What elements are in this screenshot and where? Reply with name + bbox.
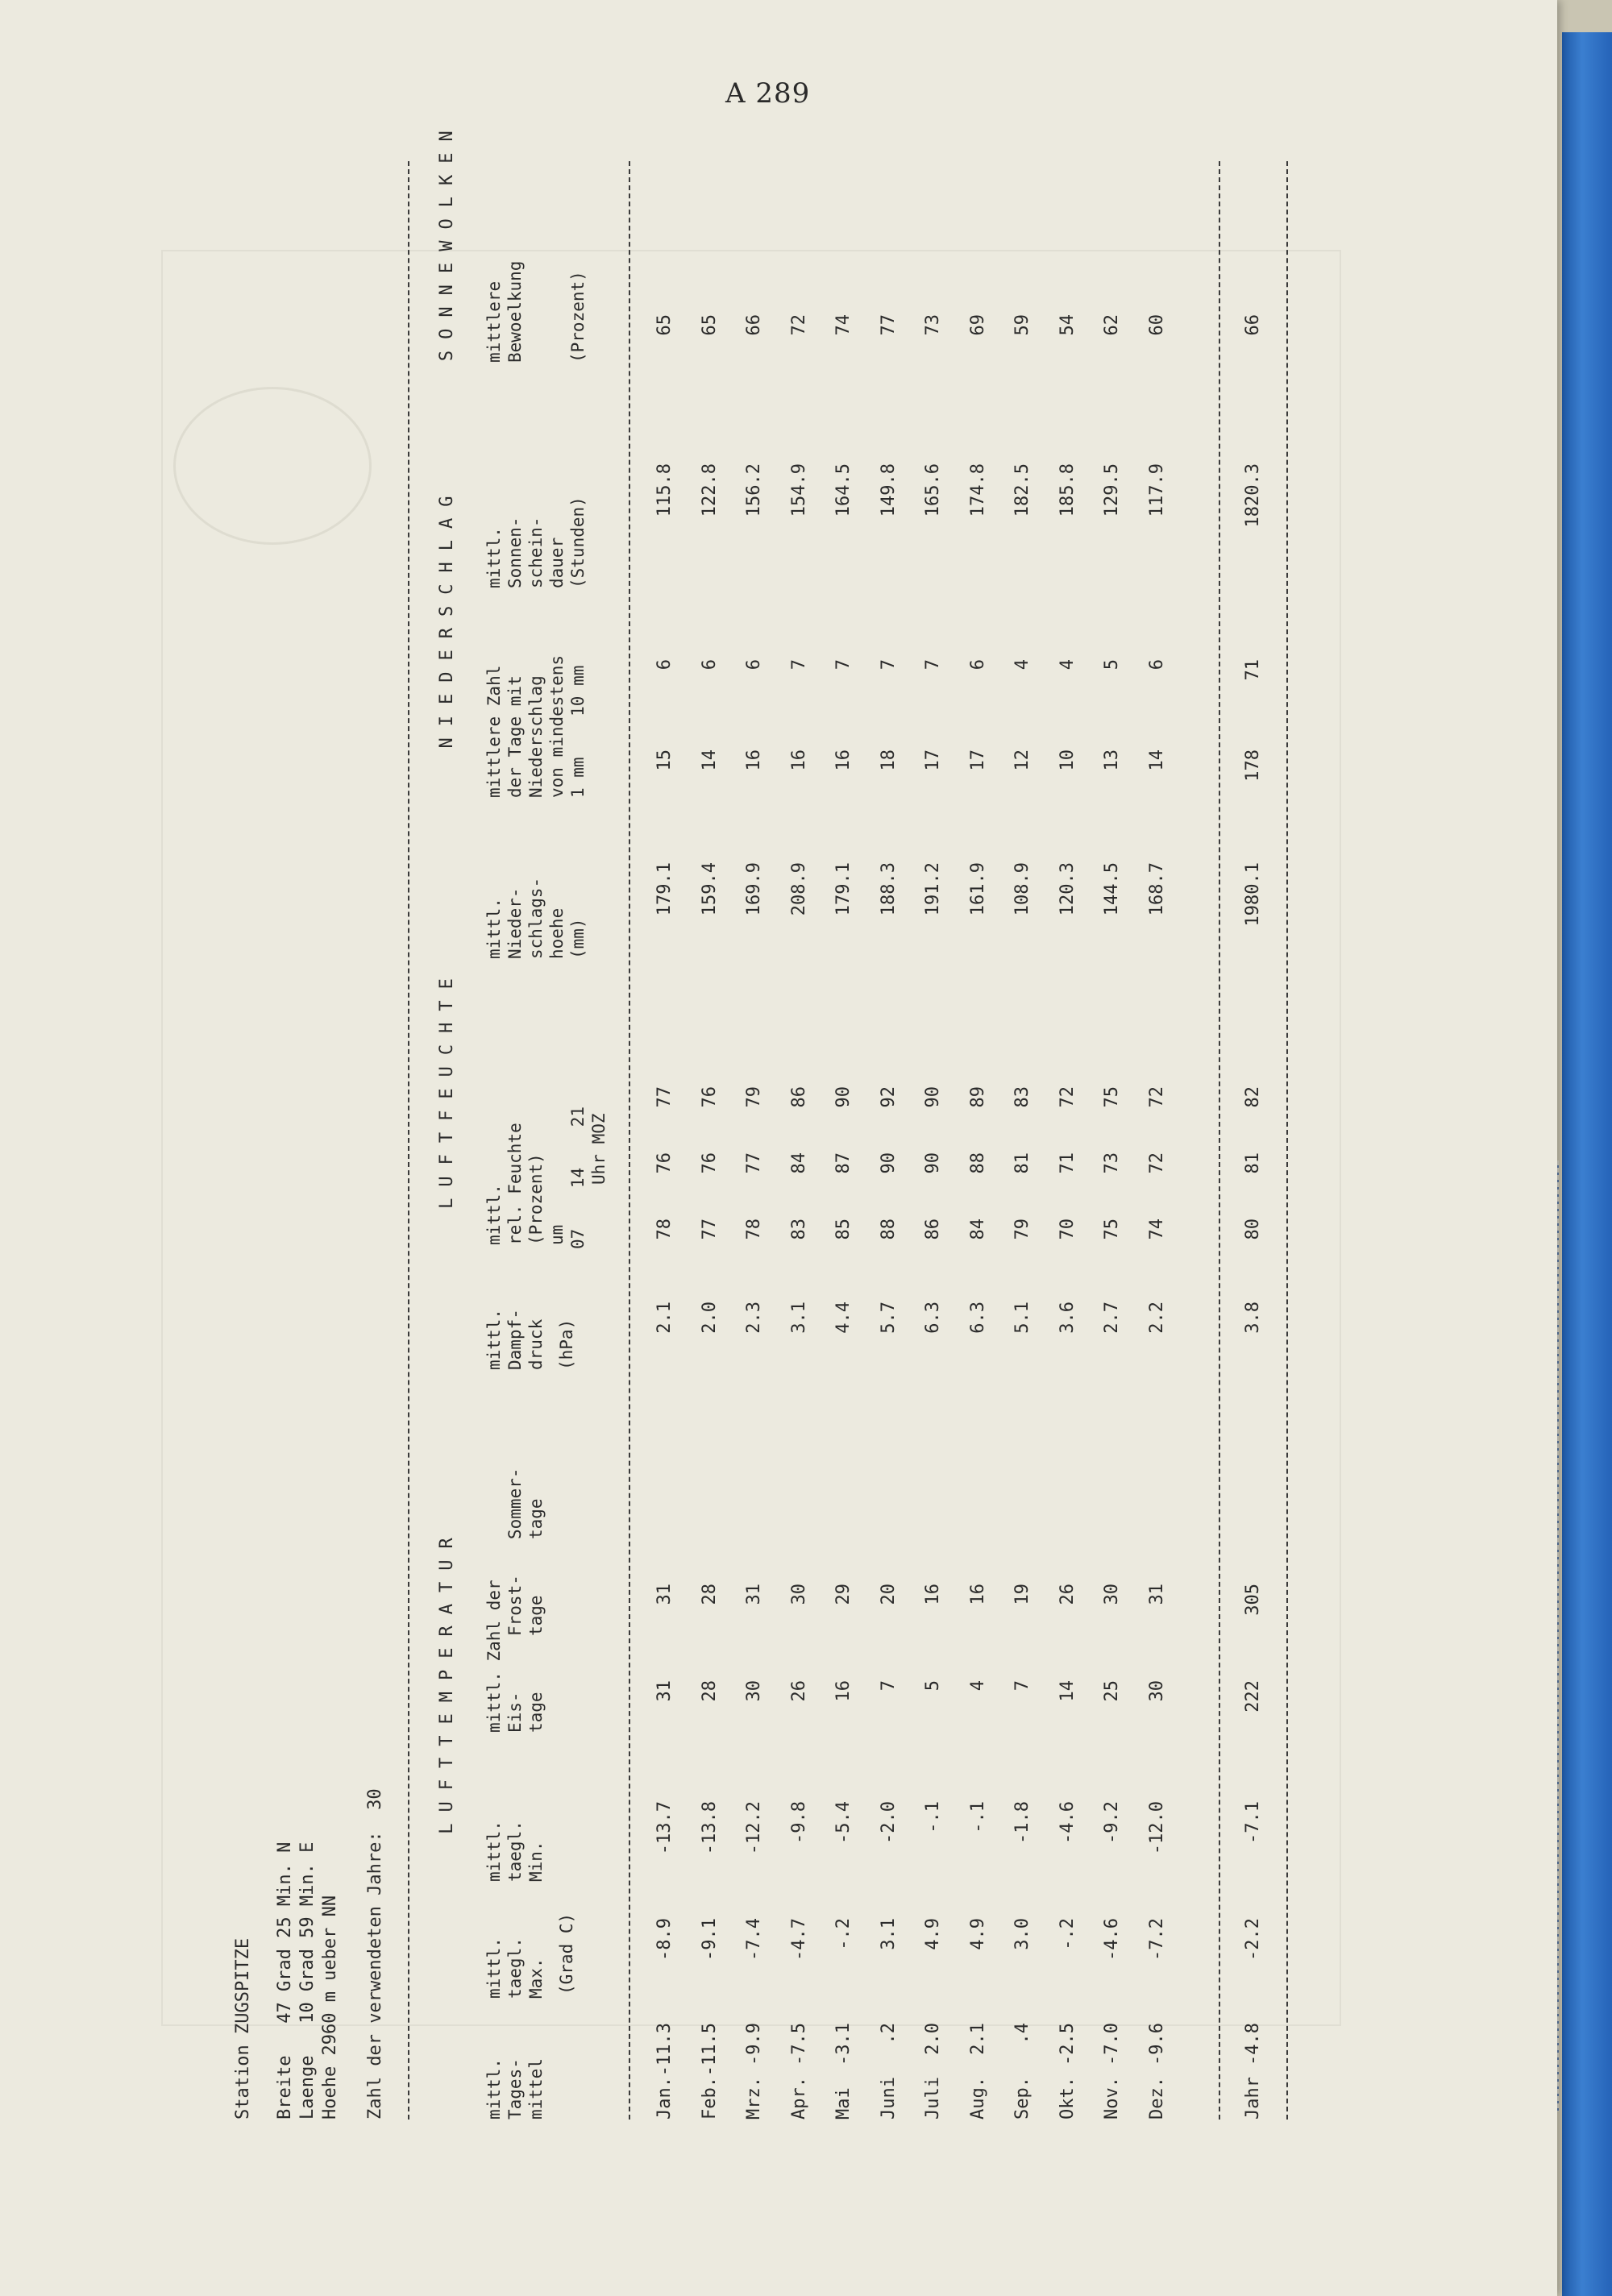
- cell-w: 60: [1146, 314, 1167, 336]
- cell-f07: 86: [923, 1219, 943, 1240]
- cell-mx: -2.2: [1243, 1918, 1263, 1961]
- cell-w: 77: [878, 314, 899, 336]
- cell-mx: 3.1: [878, 1918, 899, 1950]
- cell-tm: .2: [878, 2023, 899, 2045]
- cell-mn: -7.1: [1243, 1801, 1263, 1844]
- cell-n10: 7: [878, 659, 899, 671]
- cell-nh: 179.1: [833, 862, 854, 916]
- cell-mx: -.2: [1057, 1918, 1078, 1950]
- cell-so: 165.6: [923, 463, 943, 517]
- cell-n1: 16: [744, 749, 764, 771]
- cell-f07: 85: [833, 1219, 854, 1240]
- cell-mn: -1.8: [1012, 1801, 1032, 1844]
- cell-eis: 14: [1057, 1680, 1078, 1702]
- cell-f21: 89: [967, 1086, 988, 1108]
- cell-mn: -9.8: [788, 1801, 809, 1844]
- cell-dd: 2.2: [1146, 1302, 1167, 1334]
- header-sonnenschein: mittl. Sonnen- schein- dauer (Stunden): [484, 496, 588, 588]
- cell-so: 164.5: [833, 463, 854, 517]
- cell-so: 154.9: [788, 463, 809, 517]
- cell-n1: 13: [1102, 749, 1122, 771]
- cell-f14: 71: [1057, 1152, 1078, 1174]
- month-label: Jan.: [654, 2077, 675, 2120]
- cell-f14: 72: [1146, 1152, 1167, 1174]
- station-breite: Breite 47 Grad 25 Min. N: [275, 1841, 295, 2120]
- station-hoehe: Hoehe 2960 m ueber NN: [320, 1895, 340, 2120]
- month-label: Mrz.: [744, 2077, 764, 2120]
- header-grad: (Grad C): [557, 1912, 576, 1995]
- cell-eis: 7: [878, 1680, 899, 1692]
- cell-f14: 88: [967, 1152, 988, 1174]
- cell-n1: 15: [654, 749, 675, 771]
- cell-frost: 29: [833, 1584, 854, 1605]
- cell-f07: 78: [744, 1219, 764, 1240]
- cell-tm: -7.0: [1102, 2023, 1122, 2066]
- cell-mx: -9.1: [699, 1918, 720, 1961]
- cell-w: 66: [1243, 314, 1263, 336]
- cell-tm: 2.0: [923, 2023, 943, 2055]
- cell-tm: -9.6: [1146, 2023, 1167, 2066]
- cell-f07: 70: [1057, 1219, 1078, 1240]
- cell-f07: 77: [699, 1219, 720, 1240]
- cell-f14: 76: [699, 1152, 720, 1174]
- cell-frost: 16: [923, 1584, 943, 1605]
- month-label: Nov.: [1102, 2077, 1122, 2120]
- cell-eis: 5: [923, 1680, 943, 1692]
- header-times: 07 14 21: [568, 1106, 588, 1249]
- cell-mx: -7.4: [744, 1918, 764, 1961]
- cell-eis: 25: [1102, 1680, 1122, 1702]
- cell-mn: -13.8: [699, 1801, 720, 1855]
- cell-dd: 2.1: [654, 1302, 675, 1334]
- cell-dd: 2.0: [699, 1302, 720, 1334]
- cell-frost: 31: [654, 1584, 675, 1605]
- cell-n1: 17: [967, 749, 988, 771]
- cell-n10: 4: [1057, 659, 1078, 671]
- cell-dd: 2.7: [1102, 1302, 1122, 1334]
- group-niederschlag: NIEDERSCHLAG: [437, 484, 457, 749]
- cell-frost: 20: [878, 1584, 899, 1605]
- cell-eis: 4: [967, 1680, 988, 1692]
- cell-nh: 188.3: [878, 862, 899, 916]
- cell-mx: -4.7: [788, 1918, 809, 1961]
- cell-nh: 159.4: [699, 862, 720, 916]
- cell-n1: 10: [1057, 749, 1078, 771]
- cell-nh: 169.9: [744, 862, 764, 916]
- cell-mx: 3.0: [1012, 1918, 1032, 1950]
- cell-f14: 87: [833, 1152, 854, 1174]
- cell-n1: 14: [699, 749, 720, 771]
- cell-so: 182.5: [1012, 463, 1032, 517]
- cell-tm: -9.9: [744, 2023, 764, 2066]
- header-max: mittl. taegl. Max.: [484, 1937, 546, 1999]
- cell-mn: -.1: [967, 1801, 988, 1833]
- cell-f14: 76: [654, 1152, 675, 1174]
- cell-dd: 3.6: [1057, 1302, 1078, 1334]
- header-uhr: Uhr MOZ: [589, 1113, 609, 1185]
- cell-dd: 3.8: [1243, 1302, 1263, 1334]
- cell-f21: 92: [878, 1086, 899, 1108]
- header-min: mittl. taegl. Min.: [484, 1821, 546, 1882]
- cell-dd: 3.1: [788, 1302, 809, 1334]
- cell-w: 62: [1102, 314, 1122, 336]
- cell-eis: 30: [744, 1680, 764, 1702]
- cell-so: 122.8: [699, 463, 720, 517]
- month-label: Juni: [878, 2077, 899, 2120]
- cell-f07: 74: [1146, 1219, 1167, 1240]
- cell-mn: -9.2: [1102, 1801, 1122, 1844]
- cell-f21: 75: [1102, 1086, 1122, 1108]
- cell-w: 59: [1012, 314, 1032, 336]
- cell-mn: -5.4: [833, 1801, 854, 1844]
- header-prozent: (Prozent): [568, 271, 588, 363]
- cell-dd: 4.4: [833, 1302, 854, 1334]
- cell-mn: -.1: [923, 1801, 943, 1833]
- cell-n10: 4: [1012, 659, 1032, 671]
- cell-dd: 6.3: [923, 1302, 943, 1334]
- month-label: Apr.: [788, 2077, 809, 2120]
- cell-f21: 72: [1057, 1086, 1078, 1108]
- cell-f07: 88: [878, 1219, 899, 1240]
- rule-header: [629, 161, 630, 2120]
- cell-w: 54: [1057, 314, 1078, 336]
- cell-n10: 7: [788, 659, 809, 671]
- month-label: Aug.: [967, 2077, 988, 2120]
- cell-so: 1820.3: [1243, 463, 1263, 528]
- cell-mn: -4.6: [1057, 1801, 1078, 1844]
- cell-w: 69: [967, 314, 988, 336]
- cell-mx: -7.2: [1146, 1918, 1167, 1961]
- cell-nh: 120.3: [1057, 862, 1078, 916]
- cell-mn: -2.0: [878, 1801, 899, 1844]
- cell-nh: 108.9: [1012, 862, 1032, 916]
- cell-so: 185.8: [1057, 463, 1078, 517]
- cell-f21: 83: [1012, 1086, 1032, 1108]
- binder-cover-edge: [1562, 32, 1612, 2296]
- cell-n1: 16: [833, 749, 854, 771]
- cell-w: 74: [833, 314, 854, 336]
- group-luftfeuchte: LUFTFEUCHTE: [437, 967, 457, 1209]
- cell-n10: 6: [654, 659, 675, 671]
- cell-so: 129.5: [1102, 463, 1122, 517]
- cell-nh: 191.2: [923, 862, 943, 916]
- cell-w: 65: [699, 314, 720, 336]
- cell-frost: 30: [788, 1584, 809, 1605]
- cell-w: 72: [788, 314, 809, 336]
- cell-so: 117.9: [1146, 463, 1167, 517]
- cell-eis: 7: [1012, 1680, 1032, 1692]
- cell-n1: 12: [1012, 749, 1032, 771]
- cell-f07: 75: [1102, 1219, 1122, 1240]
- cell-f21: 86: [788, 1086, 809, 1108]
- cell-eis: 222: [1243, 1680, 1263, 1713]
- cell-f14: 84: [788, 1152, 809, 1174]
- cell-f14: 90: [923, 1152, 943, 1174]
- cell-eis: 26: [788, 1680, 809, 1702]
- cell-nh: 161.9: [967, 862, 988, 916]
- cell-f14: 73: [1102, 1152, 1122, 1174]
- cell-so: 115.8: [654, 463, 675, 517]
- month-label: Okt.: [1057, 2077, 1078, 2120]
- cell-tm: -3.1: [833, 2023, 854, 2066]
- cell-n10: 7: [923, 659, 943, 671]
- header-niederschlagshoehe: mittl. Nieder- schlags- hoehe (mm): [484, 877, 588, 959]
- cell-f07: 80: [1243, 1219, 1263, 1240]
- cell-frost: 305: [1243, 1584, 1263, 1616]
- cell-f07: 84: [967, 1219, 988, 1240]
- cell-f21: 76: [699, 1086, 720, 1108]
- cell-eis: 30: [1146, 1680, 1167, 1702]
- cell-tm: -4.8: [1243, 2023, 1263, 2066]
- rule-before-year: [1219, 161, 1220, 2120]
- cell-mn: -12.0: [1146, 1801, 1167, 1855]
- month-label: Sep.: [1012, 2077, 1032, 2120]
- cell-nh: 1980.1: [1243, 862, 1263, 927]
- header-eistage: Eis- tage: [505, 1692, 546, 1733]
- cell-f21: 77: [654, 1086, 675, 1108]
- cell-eis: 28: [699, 1680, 720, 1702]
- cell-frost: 26: [1057, 1584, 1078, 1605]
- month-label: Juli: [923, 2077, 943, 2120]
- cell-w: 66: [744, 314, 764, 336]
- station-title: Station ZUGSPITZE: [233, 1937, 253, 2120]
- cell-f21: 79: [744, 1086, 764, 1108]
- header-mm: 1 mm 10 mm: [568, 665, 588, 798]
- header-frosttage: Frost- tage: [505, 1575, 546, 1636]
- cell-nh: 168.7: [1146, 862, 1167, 916]
- header-tage-mit: mittlere Zahl der Tage mit Niederschlag von mindestens: [484, 654, 567, 798]
- cell-n10: 6: [1146, 659, 1167, 671]
- cell-f07: 78: [654, 1219, 675, 1240]
- month-label: Mai: [833, 2087, 854, 2120]
- month-label: Jahr: [1243, 2077, 1263, 2120]
- header-dampfdruck: mittl. Dampf- druck: [484, 1309, 546, 1370]
- header-sommertage: Sommer- tage: [505, 1468, 546, 1539]
- cell-f21: 82: [1243, 1086, 1263, 1108]
- cell-so: 174.8: [967, 463, 988, 517]
- rule-top: [408, 161, 409, 2120]
- cell-mx: -8.9: [654, 1918, 675, 1961]
- cell-n1: 14: [1146, 749, 1167, 771]
- cell-f14: 81: [1243, 1152, 1263, 1174]
- header-hpa: (hPa): [557, 1318, 576, 1370]
- cell-n1: 178: [1243, 749, 1263, 782]
- cell-frost: 31: [744, 1584, 764, 1605]
- cell-tm: -7.5: [788, 2023, 809, 2066]
- cell-dd: 2.3: [744, 1302, 764, 1334]
- cell-mx: 4.9: [923, 1918, 943, 1950]
- cell-frost: 28: [699, 1584, 720, 1605]
- station-years: Zahl der verwendeten Jahre: 30: [365, 1788, 385, 2120]
- cell-tm: .4: [1012, 2023, 1032, 2045]
- cell-dd: 5.7: [878, 1302, 899, 1334]
- cell-n10: 6: [744, 659, 764, 671]
- header-rel-feuchte: mittl. rel. Feuchte (Prozent) um: [484, 1123, 567, 1245]
- cell-frost: 19: [1012, 1584, 1032, 1605]
- cell-frost: 31: [1146, 1584, 1167, 1605]
- climate-table: [226, 119, 1306, 2120]
- cell-mn: -12.2: [744, 1801, 764, 1855]
- cell-frost: 30: [1102, 1584, 1122, 1605]
- cell-mx: -.2: [833, 1918, 854, 1950]
- cell-f21: 90: [923, 1086, 943, 1108]
- station-laenge: Laenge 10 Grad 59 Min. E: [297, 1841, 318, 2120]
- page-number: A 289: [725, 77, 811, 110]
- cell-mx: 4.9: [967, 1918, 988, 1950]
- cell-f14: 81: [1012, 1152, 1032, 1174]
- cell-nh: 144.5: [1102, 862, 1122, 916]
- cell-w: 65: [654, 314, 675, 336]
- cell-eis: 31: [654, 1680, 675, 1702]
- month-label: Feb.: [699, 2077, 720, 2120]
- cell-eis: 16: [833, 1680, 854, 1702]
- cell-n10: 6: [699, 659, 720, 671]
- cell-so: 149.8: [878, 463, 899, 517]
- cell-tm: 2.1: [967, 2023, 988, 2055]
- header-bewoelkung: mittlere Bewoelkung: [484, 260, 525, 363]
- cell-n1: 18: [878, 749, 899, 771]
- cell-n10: 5: [1102, 659, 1122, 671]
- cell-f07: 79: [1012, 1219, 1032, 1240]
- cell-f07: 83: [788, 1219, 809, 1240]
- cell-n10: 6: [967, 659, 988, 671]
- month-label: Dez.: [1146, 2077, 1167, 2120]
- group-wolken: WOLKEN: [437, 119, 457, 251]
- cell-n1: 16: [788, 749, 809, 771]
- cell-n1: 17: [923, 749, 943, 771]
- cell-f21: 72: [1146, 1086, 1167, 1108]
- cell-f14: 77: [744, 1152, 764, 1174]
- header-zahl-der: mittl. Zahl der: [484, 1580, 504, 1733]
- cell-n10: 71: [1243, 659, 1263, 681]
- cell-nh: 208.9: [788, 862, 809, 916]
- cell-f14: 90: [878, 1152, 899, 1174]
- group-lufttemperatur: LUFTTEMPERATUR: [437, 1526, 457, 1834]
- cell-tm: -2.5: [1057, 2023, 1078, 2066]
- cell-so: 156.2: [744, 463, 764, 517]
- cell-dd: 5.1: [1012, 1302, 1032, 1334]
- cell-mx: -4.6: [1102, 1918, 1122, 1961]
- cell-frost: 16: [967, 1584, 988, 1605]
- header-tagesmittel: mittl. Tages- mittel: [484, 2058, 546, 2120]
- group-sonne: SONNE: [437, 251, 457, 362]
- cell-dd: 6.3: [967, 1302, 988, 1334]
- cell-w: 73: [923, 314, 943, 336]
- rule-bottom: [1286, 161, 1288, 2120]
- cell-tm: -11.3: [654, 2023, 675, 2077]
- cell-f21: 90: [833, 1086, 854, 1108]
- cell-mn: -13.7: [654, 1801, 675, 1855]
- cell-tm: -11.5: [699, 2023, 720, 2077]
- cell-n10: 7: [833, 659, 854, 671]
- cell-nh: 179.1: [654, 862, 675, 916]
